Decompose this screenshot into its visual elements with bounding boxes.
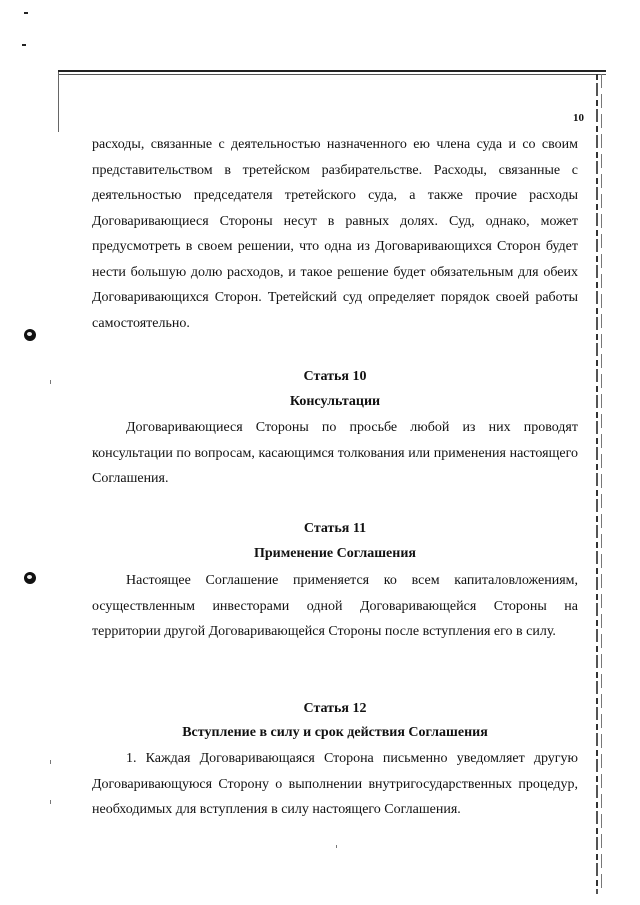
punch-hole-icon	[24, 572, 36, 584]
continuation-paragraph	[92, 132, 578, 336]
article-12-number: Статья 12	[303, 701, 367, 716]
punch-hole-icon	[24, 329, 36, 341]
scan-border-top	[58, 70, 606, 72]
article-10-number: Статья 10	[303, 369, 367, 384]
paragraph-text: 1. Каждая Договаривающаяся Сторона письменно уведомляет другую Договаривающуюся Сторону о выполнении внутригосударственных процедур, необходимых для вступления в силу настоящего Соглашения.	[92, 751, 578, 817]
scan-mark	[24, 12, 28, 14]
article-11-body	[92, 568, 578, 645]
article-12-title: Вступление в силу и срок действия Соглашения	[182, 725, 488, 740]
scan-speck	[336, 845, 337, 848]
page-number: 10	[573, 112, 584, 124]
scan-mark	[22, 44, 26, 46]
article-11-number: Статья 11	[303, 521, 367, 536]
paragraph-text: расходы, связанные с деятельностью назначенного ею члена суда и со своим представительством в третейском разбирательстве. Расходы, связанные с деятельностью председателя третейского суда, а также прочие расходы Договаривающиеся Стороны несут в равных долях. Суд, однако, может предусмотреть в своем решении, что одна из Договаривающихся Сторон будет нести большую долю расходов, и такое решение будет обязательным для обеих Договаривающихся Сторон. Третейский суд определяет порядок своей работы самостоятельно.	[92, 137, 578, 331]
scan-speck	[50, 760, 51, 764]
article-12-body	[92, 746, 578, 823]
article-11-title: Применение Соглашения	[254, 546, 416, 561]
scan-speck	[50, 800, 51, 804]
scan-speck	[50, 380, 51, 384]
article-10-title: Консультации	[289, 394, 381, 409]
paragraph-text: Договаривающиеся Стороны по просьбе любой из них проводят консультации по вопросам, касающимся толкования или применения настоящего Соглашения.	[92, 420, 578, 486]
scan-border-right	[601, 74, 602, 894]
article-10-body	[92, 415, 578, 492]
scan-border-right	[596, 74, 598, 894]
paragraph-text: Настоящее Соглашение применяется ко всем капиталовложениям, осуществленным инвесторами одной Договаривающейся Стороны на территории другой Договаривающейся Стороны после вступления его в силу.	[92, 573, 578, 639]
scan-border-left	[58, 72, 59, 132]
scan-border-top	[58, 74, 606, 75]
